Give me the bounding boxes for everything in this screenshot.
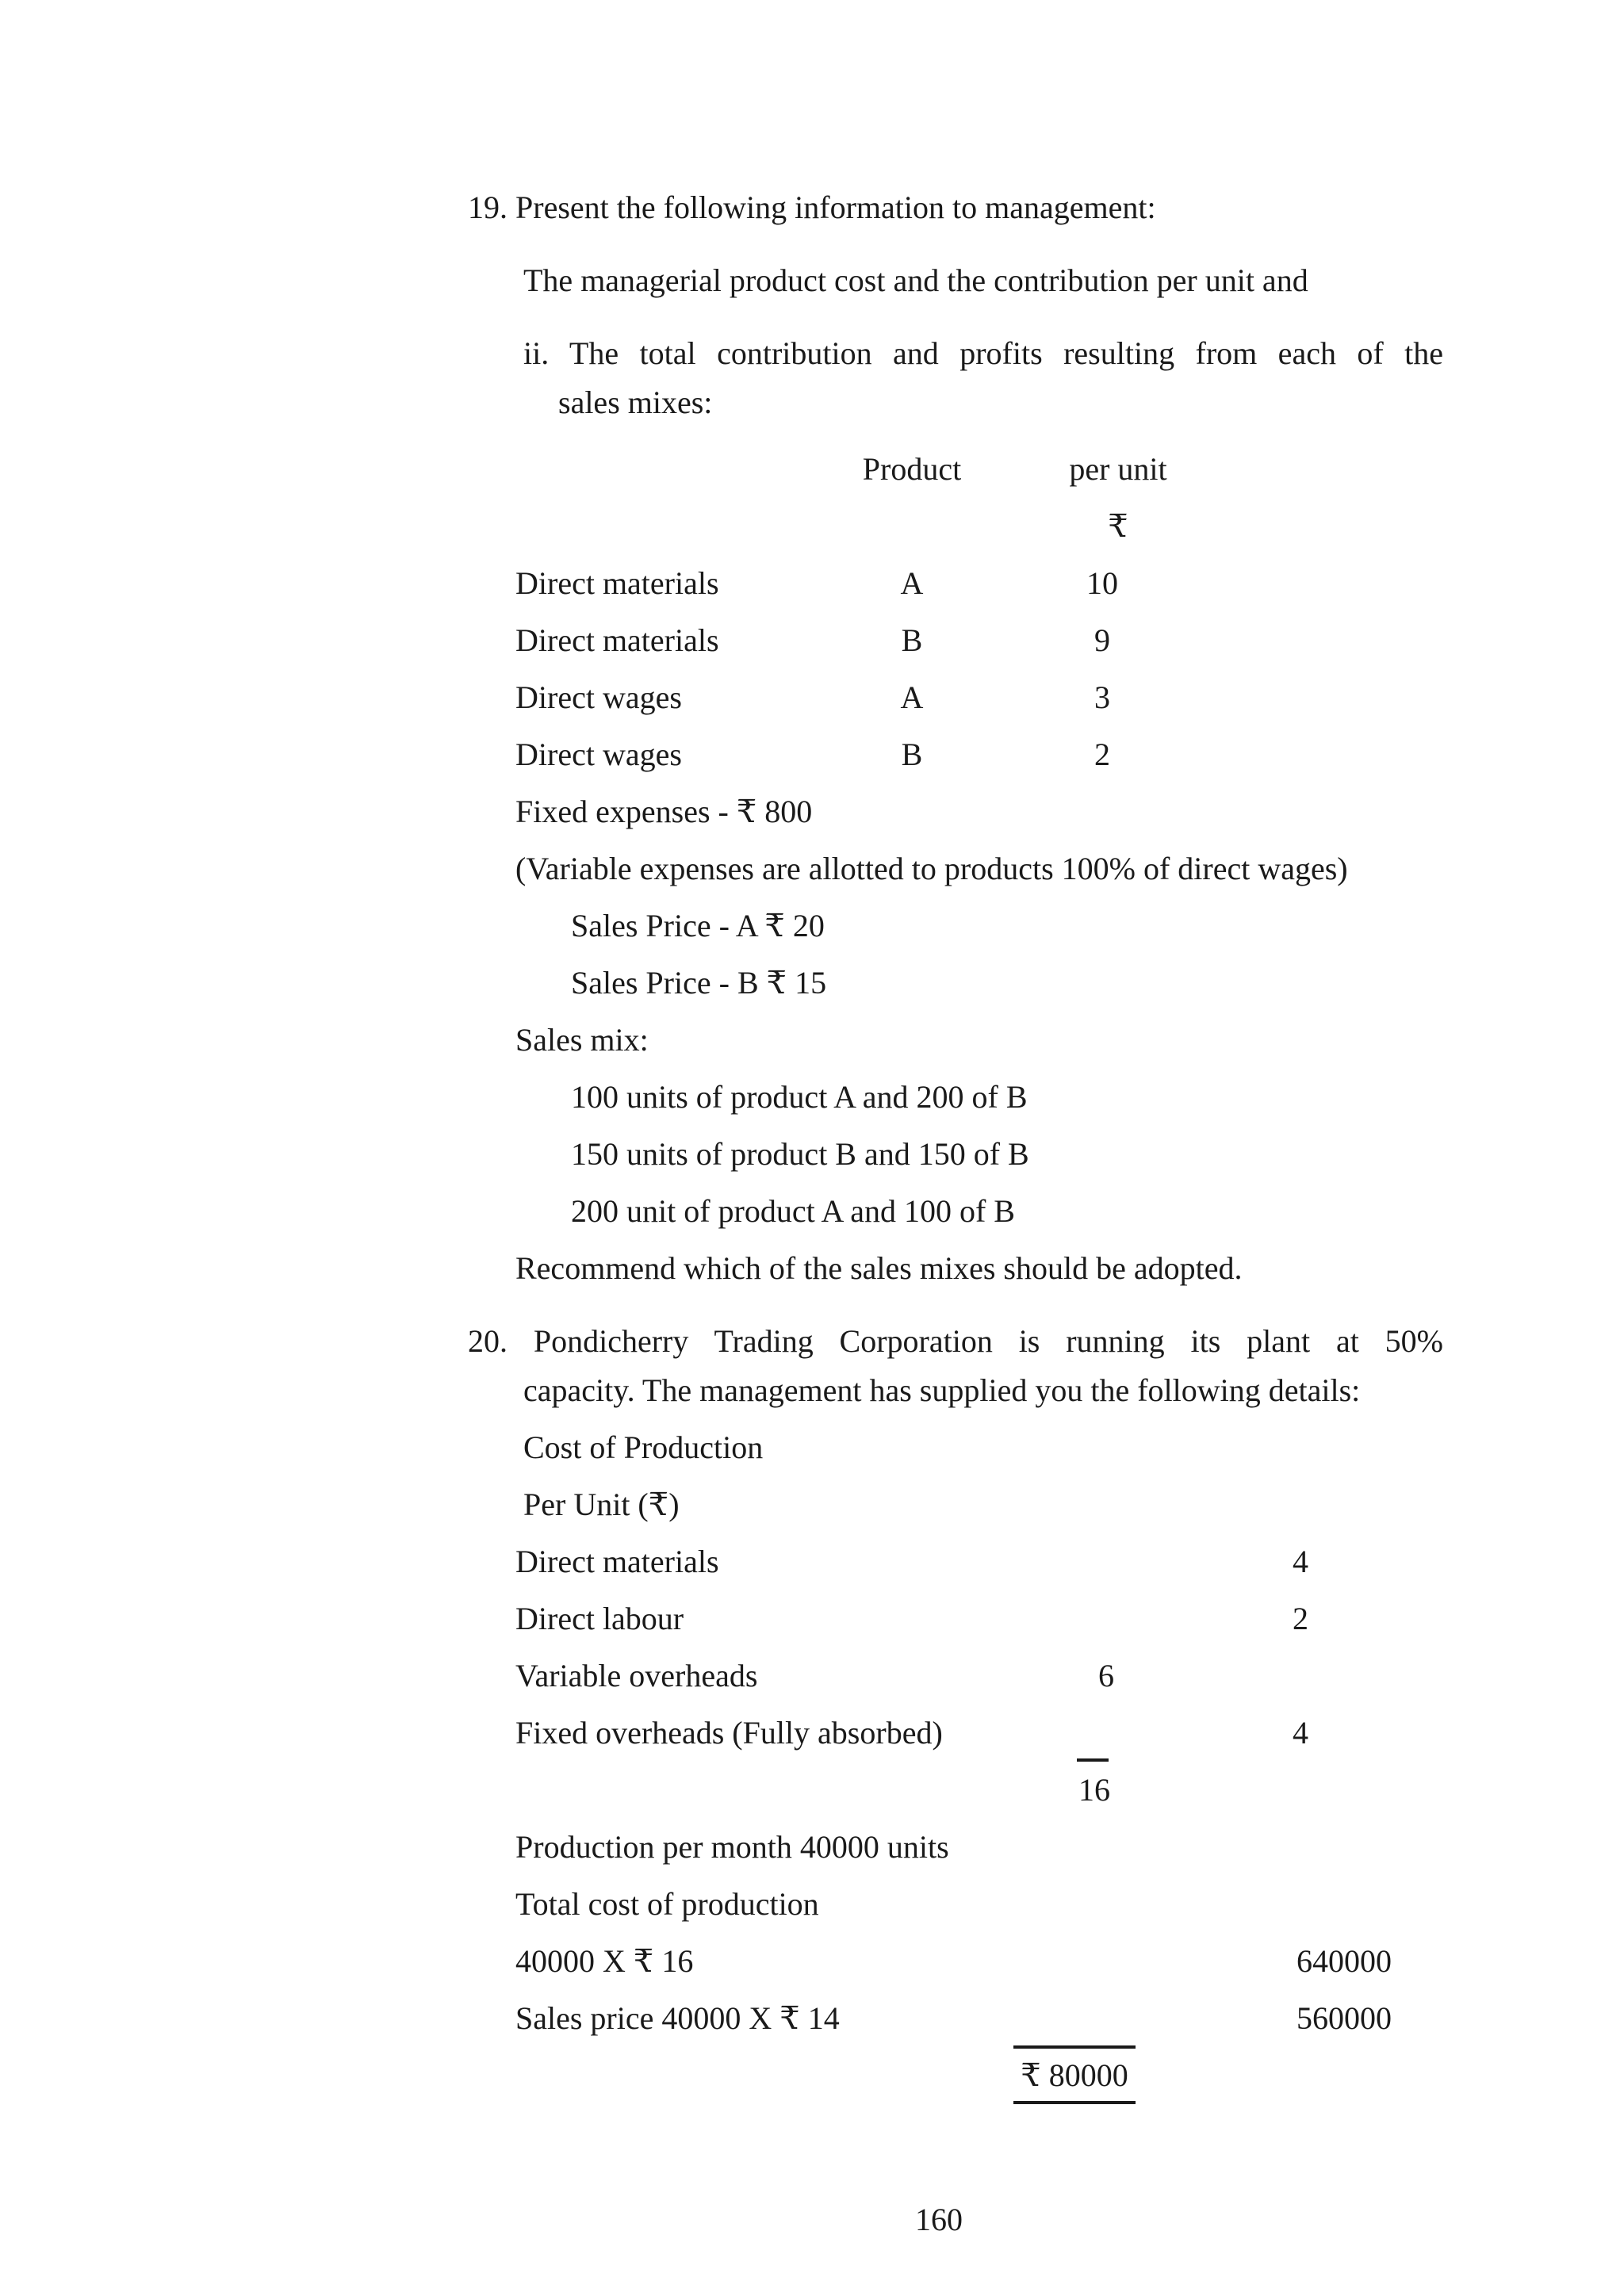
q20-heading-line-2: capacity. The management has supplied you the following details: [523,1372,1361,1408]
cost-of-production-label: Cost of Production [523,1429,764,1465]
subtotal-value: 16 [1078,1772,1110,1808]
col-header-per-unit: per unit [1069,451,1167,487]
sales-mix-item: 150 units of product B and 150 of B [571,1136,1029,1172]
table-row-product: B [901,737,923,772]
difference-top-rule [1013,2045,1136,2049]
table-row-right-value: 2 [1293,1601,1308,1636]
sales-mix-label: Sales mix: [515,1022,649,1058]
table-row-value: 9 [1094,622,1110,658]
table-row-label: Direct wages [515,679,682,715]
table-row-product: A [900,679,924,715]
sales-mix-item: 200 unit of product A and 100 of B [571,1193,1015,1229]
calc-sales-price-label: Sales price 40000 X ₹ 14 [515,2000,840,2036]
table-row-value: 2 [1094,737,1110,772]
table-row-value: 3 [1094,679,1110,715]
table-row-label: Direct wages [515,737,682,772]
page-number: 160 [915,2202,963,2237]
fixed-expenses: Fixed expenses - ₹ 800 [515,794,813,829]
table-row-right-value: 4 [1293,1544,1308,1579]
table-row-product: A [900,565,924,601]
currency-symbol: ₹ [1108,508,1128,544]
difference-value: ₹ 80000 [1021,2057,1128,2093]
table-row-right-value: 4 [1293,1715,1308,1751]
calc-total-cost-label: 40000 X ₹ 16 [515,1943,694,1979]
col-header-product: Product [862,451,962,487]
subtotal-rule [1077,1758,1109,1762]
table-row-label: Direct materials [515,1544,719,1579]
q19-heading: 19. Present the following information to management: [468,189,1156,225]
calc-sales-price-value: 560000 [1297,2000,1392,2036]
table-row-label: Variable overheads [515,1658,758,1693]
table-row-label: Fixed overheads (Fully absorbed) [515,1715,943,1751]
table-row-label: Direct materials [515,565,719,601]
total-cost-label: Total cost of production [515,1886,819,1922]
variable-expenses-note: (Variable expenses are allotted to products 100% of direct wages) [515,851,1348,886]
production-per-month: Production per month 40000 units [515,1829,949,1865]
table-row-product: B [901,622,923,658]
recommendation-text: Recommend which of the sales mixes should be adopted. [515,1250,1243,1286]
q20-heading-line-1: 20. Pondicherry Trading Corporation is running its plant at 50% [468,1323,1443,1359]
sales-price-a: Sales Price - A ₹ 20 [571,908,825,943]
table-row-mid-value: 6 [1098,1658,1114,1693]
calc-total-cost-value: 640000 [1297,1943,1392,1979]
q19-item-2-line-2: sales mixes: [558,385,713,420]
q19-item-1: The managerial product cost and the contribution per unit and [523,262,1308,298]
q19-item-2-line-1: ii. The total contribution and profits resulting from each of the [523,335,1443,371]
per-unit-label: Per Unit (₹) [523,1487,680,1522]
difference-bottom-rule [1013,2101,1136,2104]
sales-price-b: Sales Price - B ₹ 15 [571,965,827,1001]
table-row-label: Direct labour [515,1601,684,1636]
sales-mix-item: 100 units of product A and 200 of B [571,1079,1028,1115]
table-row-label: Direct materials [515,622,719,658]
table-row-value: 10 [1086,565,1118,601]
